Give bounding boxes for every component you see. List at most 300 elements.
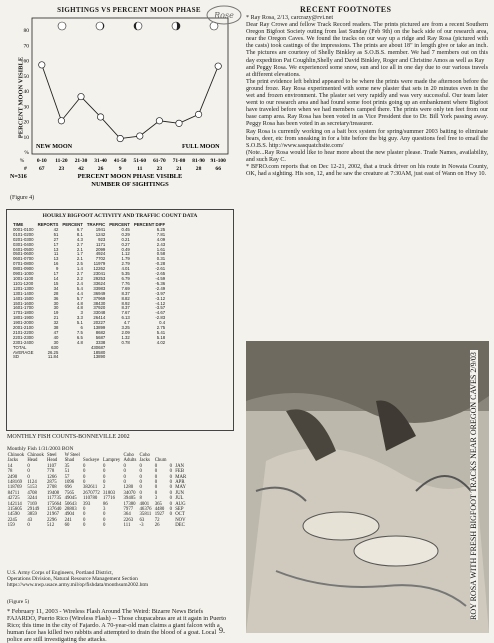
fish-cell: 34070	[123, 490, 136, 496]
hourly-cell: 5.1	[76, 320, 83, 326]
hourly-cell: 4.02	[156, 339, 166, 345]
data-point	[97, 114, 103, 120]
source-url: https://www.nwp.usace.army.mil/op/fishdata/monthsum2002.htm	[7, 582, 149, 589]
fish-cell: 28803	[64, 507, 77, 513]
fish-cell: 0	[123, 469, 126, 475]
hourly-cell: 2.7	[76, 241, 83, 247]
hourly-cell: 2001-2100	[13, 325, 34, 331]
data-point	[78, 93, 84, 99]
y-tick-label: 60	[23, 58, 29, 65]
hourly-cell: 28	[53, 290, 59, 296]
percent-symbol-label: %	[19, 158, 25, 164]
hourly-cell: 34	[53, 285, 59, 291]
footnote-paragraph: Dear Ray Crowe and fellow Track Record readers. The prints pictured are from a recent Southern Oregon Bigfoot Society outing from last Sunday (Feb 9th) on the back side of our research area, near the Oregon Caves. We found the tracks on our way up a ridge and Ray Rosa (pictured with the casts) took castings of the impressions. The prints are about 18" in length give or take an inch. The pictures are courtesy of Shelly Binkley as S.O.B.S. member. We had 7 members out on this day expedition Pat Coughlin,Shelly and David Binkley, Roger and Christine Amos as well as Ray	[246, 22, 488, 64]
footnote-paragraph: Ray Rosa is currently working on a bait box system for spring/summer 2003 baiting to eliminate bears, deer, etc from sneaking in for a bite before the big guy. Any questions feel free to email the S.O.B.S. http://www.sasquatchsite.com/	[246, 128, 488, 149]
hourly-cell: 4.8	[76, 339, 83, 345]
hourly-cell: 23041	[93, 271, 106, 277]
hourly-data-grid	[11, 223, 167, 360]
fish-cell: 365	[154, 501, 162, 507]
count-label: 23	[58, 166, 65, 172]
hourly-cell: 1401-1500	[13, 295, 34, 301]
hourly-cell: 21	[53, 315, 59, 321]
hourly-cell: 20227	[93, 320, 106, 326]
fish-cell: 0	[123, 474, 126, 480]
hourly-cell: SD	[13, 354, 19, 360]
hourly-cell: 0.29	[121, 231, 130, 237]
fish-cell: 159	[7, 523, 15, 529]
hourly-cell: 1901-2000	[13, 320, 34, 326]
hourly-cell: 2.43	[156, 241, 166, 247]
hourly-cell: 7.67	[121, 310, 130, 316]
fish-cell: 4708	[27, 490, 37, 496]
y-tick-label: 40	[23, 89, 29, 95]
hourly-cell: 2.5	[76, 261, 83, 267]
hourly-cell: 0901-1000	[13, 271, 34, 277]
hourly-cell: 30	[53, 300, 59, 306]
fish-cell: 0	[139, 485, 142, 491]
fish-col-header: W Steel	[64, 453, 80, 458]
fish-cell: 39405	[123, 496, 136, 502]
hourly-cell: 19	[53, 310, 59, 316]
fish-cell: 17716	[103, 496, 116, 502]
chupacabra-story	[7, 608, 233, 643]
hourly-cell: 8682	[95, 329, 106, 335]
hourly-cell: 0301-0400	[13, 241, 34, 247]
hourly-cell: 430687	[90, 344, 106, 350]
fish-cell: APR	[175, 480, 185, 486]
x-tick-label: 51-60	[133, 158, 147, 164]
fish-cell: 1096	[64, 480, 75, 486]
n-label: N=316	[10, 174, 27, 180]
hourly-cell: 0401-0500	[13, 246, 34, 252]
hourly-cell: 13890	[93, 354, 106, 360]
hourly-cell: 47	[53, 329, 59, 335]
x-tick-label: 0-10	[36, 158, 47, 164]
fish-col-header: Adults	[123, 458, 137, 464]
fish-cell: 512	[47, 523, 55, 529]
hourly-cell: 1941	[95, 226, 106, 232]
fish-cell: 86	[103, 501, 108, 507]
hourly-cell: -2.49	[155, 285, 166, 291]
fish-col-header: Head	[47, 458, 58, 464]
x-tick-label: 31-40	[94, 158, 107, 164]
fish-cell: 0	[169, 469, 173, 475]
fish-cell: 0	[154, 469, 158, 475]
footnote-paragraph: (Note...Ray Rosa would like to hear more about the new plaster please. Trade Names, availability, and such Ray C.	[246, 149, 488, 163]
count-label: 23	[156, 166, 163, 172]
data-point	[215, 63, 221, 69]
hourly-cell: 1001-1100	[13, 275, 34, 281]
count-label: 42	[78, 166, 84, 172]
fish-cell: MAR	[175, 474, 187, 480]
hourly-cell: 38430	[93, 300, 106, 306]
fish-col-header: Chinook	[7, 453, 25, 458]
fish-cell: DEC	[175, 523, 185, 529]
hourly-summary-row	[11, 355, 167, 360]
fish-cell: 148169	[7, 480, 22, 486]
hourly-cell: -3.12	[155, 295, 166, 301]
fish-cell: 49045	[64, 496, 77, 502]
fish-cell: 393	[83, 501, 91, 507]
fish-cell: SEP	[175, 507, 184, 513]
fish-cell: 3244	[27, 496, 37, 502]
hourly-cell: 33624	[93, 280, 106, 286]
fish-cell: 7169	[27, 501, 37, 507]
fish-cell: 0	[169, 463, 173, 469]
fish-cell: 1107	[47, 463, 57, 469]
x-axis-label: PERCENT MOON PHASE VISIBLE	[77, 173, 183, 180]
hourly-cell: 1601-1700	[13, 305, 34, 311]
full-moon-label: FULL MOON	[182, 143, 220, 150]
hourly-cell: 11979	[93, 261, 106, 267]
fish-cell: 0	[103, 480, 106, 486]
hourly-cell: -4.59	[155, 275, 166, 281]
hourly-cell: 1.12	[121, 251, 130, 257]
hourly-cell: 6.7	[76, 226, 83, 232]
page-number: 9.	[219, 626, 225, 635]
hourly-cell: 4.3	[76, 236, 83, 242]
hourly-cell: 4924	[95, 251, 106, 257]
hourly-cell: 2099	[95, 246, 106, 252]
fish-cell: 0	[103, 512, 106, 518]
hourly-cell: 0.21	[121, 236, 130, 242]
hourly-cell: 1.32	[121, 334, 130, 340]
fish-cell: 14590	[7, 512, 20, 518]
fish-cell: AUG	[175, 501, 186, 507]
hourly-cell: 33048	[93, 310, 106, 316]
fish-cell: OCT	[175, 512, 185, 518]
x-tick-label: 21-30	[74, 158, 88, 164]
hourly-cell: 12262	[93, 266, 106, 272]
hourly-cell: 630	[51, 344, 59, 350]
hourly-cell: 5.41	[156, 329, 166, 335]
hourly-cell: 2101-2200	[13, 329, 34, 335]
hourly-cell: 13	[53, 246, 59, 252]
hourly-activity-table	[6, 209, 234, 431]
fish-col-header: Lamprey	[103, 458, 121, 464]
hourly-cell: 1.7	[76, 251, 83, 257]
hourly-cell: 6.5	[76, 334, 83, 340]
fish-counts-subtitle: Monthly Fish 1/31/2003 BON	[7, 446, 74, 452]
fish-cell: -3	[139, 523, 144, 529]
hourly-cell: -2.65	[155, 271, 166, 277]
hourly-cell: 14	[53, 275, 59, 281]
hourly-cell: 32	[53, 320, 59, 326]
hourly-cell: 30	[53, 339, 59, 345]
hourly-cell: 1101-1200	[13, 280, 34, 286]
footnote-paragraph: The print evidence left behind appeared to be where the prints were made the afternoon before the ground froze. Ray Rosa experimented with some new plaster that sets in 20 minutes even in the wet and frozen environment. The plaster set very rapidly and was very successful. Our team later went to our research area and had found some foot prints going up an embankment where Bigfoot have traveled before when we had members camped there. The prints were only ten feet from our base camp area. Ray Rosa has been voted in as Vice President due to Dr. Bill York passing away. Peggy Rosa has been voted in as secretary/treasurer.	[246, 78, 488, 128]
fish-cell: 26	[154, 523, 160, 529]
fish-cell: 175664	[47, 501, 62, 507]
hourly-cell: 3338	[95, 339, 106, 345]
hourly-cell	[60, 355, 85, 360]
hourly-cell: 5.18	[156, 334, 166, 340]
hourly-cell: 2201-2300	[13, 334, 34, 340]
x-axis-label-2: NUMBER OF SIGHTINGS	[91, 181, 169, 188]
hourly-cell: 26414	[93, 315, 106, 321]
fish-cell: 2	[103, 485, 106, 491]
hourly-cell: 2.2	[76, 275, 83, 281]
fish-cell: 19408	[47, 490, 60, 496]
fish-cell: 0	[139, 474, 142, 480]
hourly-cell: 0.31	[156, 256, 166, 262]
hourly-cell: 6.79	[121, 275, 130, 281]
fish-counts-title: MONTHLY FISH COUNTS-BONNEVILLE 2002	[7, 434, 130, 440]
chart-title: SIGHTINGS VS PERCENT MOON PHASE	[57, 6, 201, 14]
hourly-cell: 7.81	[156, 231, 166, 237]
hourly-cell: 1801-1900	[13, 315, 34, 321]
fish-cell: 42725	[7, 496, 20, 502]
handwritten-rose-stamp	[205, 4, 243, 26]
hourly-cell: 8.92	[121, 300, 130, 306]
hourly-cell: 7.69	[121, 285, 130, 291]
hourly-cell: 7.5	[76, 329, 83, 335]
hourly-cell: 923	[98, 236, 106, 242]
hourly-cell: -3.57	[155, 305, 166, 311]
fish-cell: 0	[27, 474, 30, 480]
hourly-cell: 0801-0900	[13, 266, 34, 272]
hourly-cell: 2.7	[76, 271, 83, 277]
fish-col-header: Chinook	[27, 453, 44, 458]
hourly-cell: 2.09	[121, 329, 130, 335]
fish-cell: 2708	[47, 485, 57, 491]
plot-frame	[32, 18, 228, 154]
fish-header-row-2	[6, 458, 188, 463]
moon-phase-icon	[58, 22, 66, 30]
fish-cell: 0	[154, 474, 158, 480]
hourly-cell: 8.1	[76, 231, 83, 237]
hourly-col-header: REPORTS	[37, 222, 59, 227]
fish-cell: 0	[83, 463, 86, 469]
hourly-cell: 6.25	[156, 226, 166, 232]
fish-cell: 0	[139, 469, 142, 475]
x-tick-label: 61-70	[153, 158, 166, 164]
fish-col-header: Coho	[139, 453, 150, 458]
fish-cell: 4001	[139, 501, 150, 507]
fish-cell: 241	[64, 517, 72, 523]
hourly-cell: 0.45	[121, 226, 130, 232]
y-tick-label: 30	[23, 104, 29, 111]
source-line-1: U.S. Army Corps of Engineers, Portland District,	[7, 570, 114, 576]
fish-cell: 57	[64, 474, 70, 480]
fish-cell: 4480	[154, 507, 165, 513]
fish-cell: 50643	[64, 501, 77, 507]
chart-y-axis-label: PERCENT MOON VISIBLE	[17, 56, 25, 139]
hourly-cell: 4.01	[121, 266, 130, 272]
fish-cell: 29149	[27, 507, 40, 513]
hourly-cell: 36949	[93, 290, 106, 296]
hourly-cell: 1.79	[121, 256, 130, 262]
hourly-cell: 7.76	[121, 280, 130, 286]
fish-cell: 0	[123, 480, 126, 486]
hourly-cell: 9	[55, 266, 59, 272]
fish-cell: 0	[169, 485, 173, 491]
count-label: 9	[118, 166, 122, 172]
fish-cell: 0	[103, 463, 106, 469]
y-tick-label: %	[24, 150, 29, 156]
hourly-cell: 1.4	[76, 266, 83, 272]
data-point	[39, 62, 45, 68]
hourly-cell: 18580	[93, 349, 106, 355]
bullet-icon: *	[7, 608, 11, 615]
fish-cell: 0	[169, 501, 173, 507]
fish-cell: 35	[64, 463, 70, 469]
fish-cell: 43	[27, 517, 33, 523]
hourly-cell: 8.82	[121, 295, 130, 301]
fish-counts-table	[6, 453, 188, 529]
hourly-cell: 29253	[93, 275, 106, 281]
fish-cell: 0	[169, 496, 173, 502]
source-line-2: Operations Division, Natural Resource Management Section	[7, 576, 138, 583]
bullet-icon: *	[246, 15, 251, 21]
count-label: 67	[39, 166, 45, 172]
count-label: 28	[195, 166, 202, 172]
fish-cell: 0	[27, 469, 30, 475]
data-point	[195, 111, 201, 117]
fish-cell: 46376	[139, 507, 152, 513]
fish-cell: 72	[154, 517, 160, 523]
fish-col-header: Sockeye	[83, 458, 100, 464]
fish-cell: 0	[169, 480, 173, 486]
hourly-cell: 5.35	[121, 271, 130, 277]
hourly-cell: 2.79	[121, 261, 130, 267]
fish-cell: 1280	[123, 485, 134, 491]
hourly-cell: 0201-0300	[13, 236, 34, 242]
hourly-cell: -5.36	[155, 280, 166, 286]
hourly-cell: 17	[53, 241, 59, 247]
footnotes-body	[246, 15, 488, 178]
fish-cell: 7977	[123, 507, 134, 513]
fish-cell: 0	[154, 463, 158, 469]
hourly-cell: 6	[80, 325, 83, 331]
hourly-cell: 1501-1600	[13, 300, 34, 306]
hourly-cell: 17	[53, 271, 59, 277]
hourly-cell: 3.3	[76, 315, 83, 321]
hourly-cell: 15	[53, 280, 59, 286]
count-label: 21	[176, 166, 182, 172]
hourly-cell: 40	[53, 334, 59, 340]
fish-cell: 14	[7, 463, 13, 469]
fish-cell: 2245	[7, 517, 18, 523]
fish-cell: 0	[154, 485, 158, 491]
hourly-cell: 38	[53, 325, 59, 331]
fish-cell: 0	[169, 507, 173, 513]
fish-cell: 142114	[7, 501, 22, 507]
story-text: February 11, 2003 - Wireless Flash Around The Weird: Bizarre News Briefs FAJARDO, Puerto Rico (Wireless Flash) -- Those chupacabras are at it again in Puerto Rico; this time in the city of Fajardo. A 70-year-old man claims a giant falcon with a human face has killed two rabbits and attempted to drain the blood of a goat. Local police are still investigating the attacks.	[7, 608, 227, 643]
fish-col-header: Jacks	[7, 458, 18, 464]
hourly-cell: 0.4	[159, 320, 166, 326]
data-point	[176, 120, 182, 126]
fish-col-header: Shad	[64, 458, 75, 464]
fish-cell: 7565	[64, 490, 75, 496]
y-tick-label: 50	[23, 73, 29, 80]
x-tick-label: 71-80	[172, 158, 186, 164]
hourly-cell: 3	[80, 310, 83, 316]
fish-cell: 78	[7, 469, 13, 475]
fish-cell: 0	[169, 512, 173, 518]
hourly-cell: 26.25	[47, 349, 59, 355]
moon-phase-chart	[6, 4, 232, 208]
fish-cell: 2875	[47, 480, 57, 486]
fish-cell: 51	[64, 469, 70, 475]
footnote-paragraph: and Peggy Rosa. We experienced some snow, sun and ice all in one day due to our various travels at different elevations.	[246, 64, 488, 78]
hourly-cell: -2.61	[155, 266, 166, 272]
hourly-cell: -0.28	[155, 261, 166, 267]
hourly-cell: -4.12	[155, 300, 166, 306]
count-label: 11	[137, 166, 143, 172]
y-tick-label: 80	[23, 28, 29, 34]
fish-cell: 0	[139, 480, 142, 486]
fish-cell: 0	[139, 490, 142, 496]
fish-cell: 3	[154, 496, 158, 502]
hourly-cell: 0501-0600	[13, 251, 34, 257]
hourly-cell: 4.4	[76, 290, 83, 296]
fish-cell: 0	[103, 523, 106, 529]
hourly-cell: 2.75	[156, 325, 166, 331]
hourly-cell: 0101-0200	[13, 231, 34, 237]
hourly-cell: 1701-1800	[13, 310, 34, 316]
hourly-col-header: PERCENT	[109, 222, 130, 227]
fish-cell: 1266	[47, 474, 57, 480]
hourly-cell: TOTAL	[13, 344, 27, 350]
hourly-cell: 0701-0800	[13, 261, 34, 267]
fish-cell: MAY	[175, 485, 186, 491]
hourly-cell: 30	[53, 305, 59, 311]
new-moon-label: NEW MOON	[36, 143, 73, 150]
data-point	[117, 135, 123, 141]
hourly-cell: 1201-1300	[13, 285, 34, 291]
hourly-cell: 5687	[95, 334, 106, 340]
fish-row	[6, 523, 188, 528]
hourly-cell: 5.7	[76, 295, 83, 301]
hourly-cell: 51	[53, 231, 59, 237]
fish-col-header: Jacks	[139, 458, 150, 464]
fish-cell: 0	[154, 490, 158, 496]
hourly-cell: 3.25	[121, 325, 130, 331]
bullet-icon: *	[246, 163, 251, 170]
hourly-cell: 8.37	[121, 305, 130, 311]
hourly-col-header: PERCENT DIFF	[133, 222, 166, 227]
fish-cell: 0	[103, 517, 106, 523]
hourly-cell: 8.37	[121, 290, 130, 296]
fish-cell: 2490	[7, 474, 18, 480]
fish-cell: 5153	[27, 485, 37, 491]
fish-cell: 0	[139, 463, 142, 469]
y-tick-label: 70	[23, 43, 29, 50]
hourly-col-header: TIME	[13, 222, 24, 227]
hourly-cell: 36	[53, 295, 59, 301]
hourly-cell: 4.7	[123, 320, 130, 326]
hourly-table-title: HOURLY BIGFOOT ACTIVITY AND TRAFFIC COUNT DATA	[42, 213, 198, 219]
fish-cell: 8	[139, 496, 142, 502]
fish-cell: JUL	[175, 496, 184, 502]
x-tick-label: 11-20	[55, 158, 68, 164]
fish-cell: 63	[139, 517, 145, 523]
fish-cell: 315605	[7, 507, 22, 513]
hourly-cell: 11	[53, 251, 59, 257]
hourly-cell: 27	[53, 236, 59, 242]
fish-cell: 0	[83, 517, 86, 523]
fish-cell: 0	[83, 469, 86, 475]
hourly-cell: 1242	[95, 231, 106, 237]
count-label: 26	[97, 166, 104, 172]
hourly-cell: 0.78	[121, 339, 130, 345]
data-point	[137, 133, 143, 139]
fish-col-header: Steel	[47, 453, 57, 458]
hourly-cell: 0601-0700	[13, 256, 34, 262]
hourly-cell: 5.4	[76, 285, 83, 291]
fish-cell: 3	[103, 507, 106, 513]
